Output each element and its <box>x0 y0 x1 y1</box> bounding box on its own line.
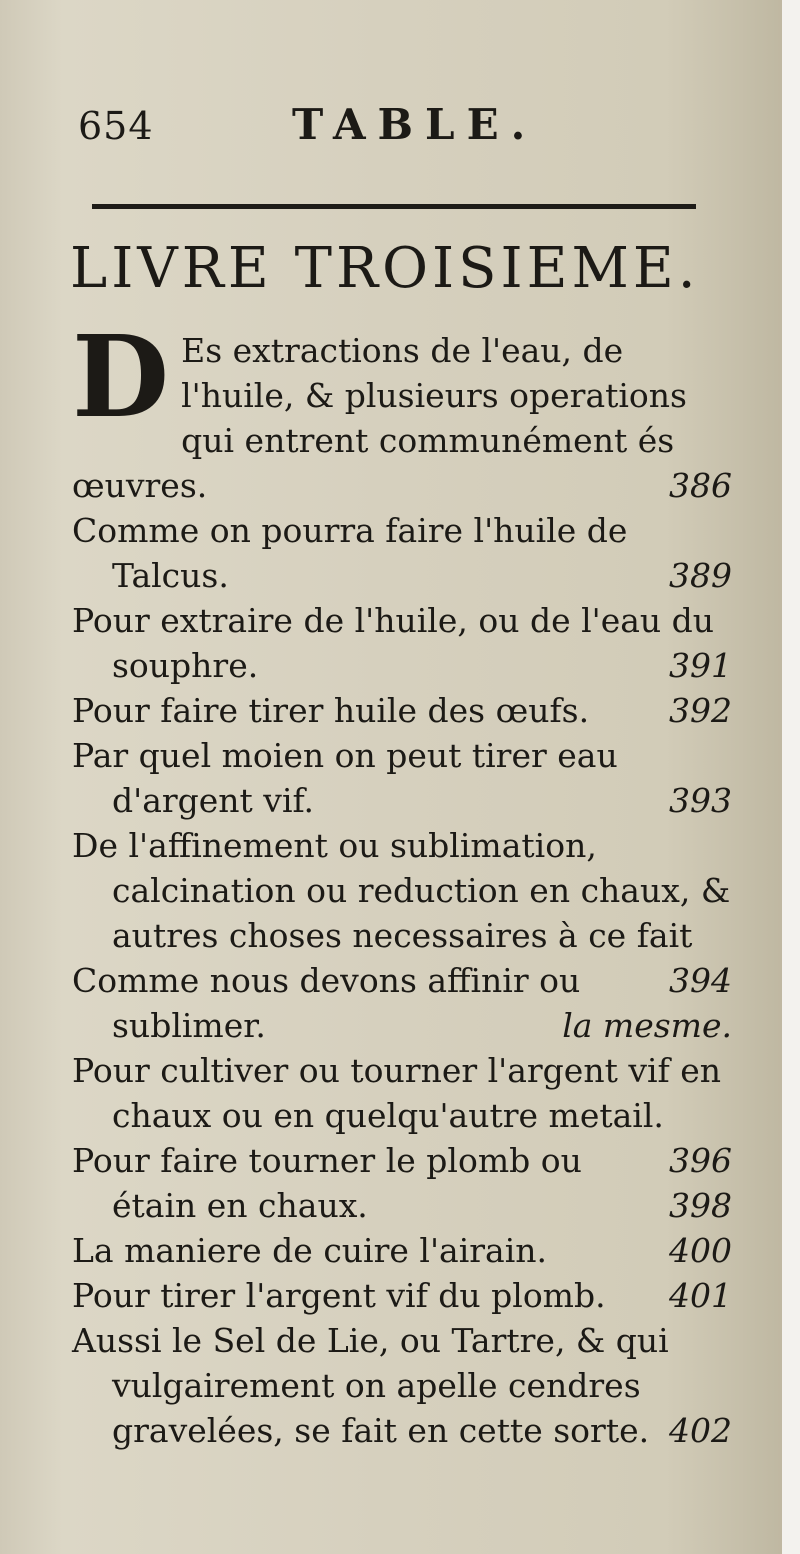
entry-text: Pour faire tirer huile des œufs. <box>72 691 590 730</box>
entry-text: Es extractions de l'eau, de l'huile, & plusieurs operations qui entrent communément és œuvres. <box>72 331 687 505</box>
toc-entry <box>72 1138 732 1228</box>
entry-page: 391 <box>669 646 732 685</box>
toc-entry <box>72 733 732 823</box>
entry-text: Par quel moien on peut tirer eau d'argent vif. <box>72 736 618 820</box>
entry-page: 396 <box>669 1141 732 1180</box>
entry-page: 392 <box>669 691 732 730</box>
toc-entry <box>72 1318 732 1453</box>
toc-entry <box>72 312 732 508</box>
toc-entry <box>72 1228 732 1273</box>
entry-text: Pour tirer l'argent vif du plomb. <box>72 1276 606 1315</box>
toc-entry <box>72 823 732 1000</box>
entry-text: Comme on pourra faire l'huile de Talcus. <box>72 511 628 595</box>
toc-entry <box>72 958 732 1048</box>
entry-text: Comme nous devons affinir ou sublimer. <box>72 961 581 1045</box>
entry-text: La maniere de cuire l'airain. <box>72 1231 548 1270</box>
toc-entry <box>72 598 732 688</box>
entry-text: Pour cultiver ou tourner l'argent vif en chaux ou en quelqu'autre metail. <box>72 1051 722 1135</box>
toc-entry <box>72 1048 732 1180</box>
toc-entry <box>72 688 732 733</box>
table-of-contents <box>72 312 732 1453</box>
toc-entry <box>72 508 732 598</box>
entry-page: la mesme. <box>562 1006 732 1045</box>
entry-page: 394 <box>669 961 732 1000</box>
scan-margin <box>782 0 800 1554</box>
entry-text: Aussi le Sel de Lie, ou Tartre, & qui vulgairement on apelle cendres gravelées, se fait en cette sorte. <box>72 1321 669 1450</box>
entry-text: Pour extraire de l'huile, ou de l'eau du souphre. <box>72 601 715 685</box>
drop-cap: D <box>72 312 170 443</box>
page-number: 654 <box>78 104 154 148</box>
entry-page: 402 <box>669 1411 732 1450</box>
horizontal-rule <box>92 204 696 209</box>
entry-page: 393 <box>669 781 732 820</box>
entry-page: 389 <box>669 556 732 595</box>
page-header <box>78 100 718 160</box>
entry-page: 386 <box>669 466 732 505</box>
entry-text: De l'affinement ou sublimation, calcination ou reduction en chaux, & autres choses necessaires à ce fait <box>72 826 731 955</box>
book-title: LIVRE TROISIEME. <box>70 236 700 301</box>
toc-entry <box>72 1273 732 1318</box>
running-title: TABLE. <box>292 100 538 149</box>
entry-text: Pour faire tourner le plomb ou étain en chaux. <box>72 1141 582 1225</box>
entry-page: 401 <box>669 1276 732 1315</box>
entry-page: 398 <box>669 1186 732 1225</box>
entry-page: 400 <box>669 1231 732 1270</box>
